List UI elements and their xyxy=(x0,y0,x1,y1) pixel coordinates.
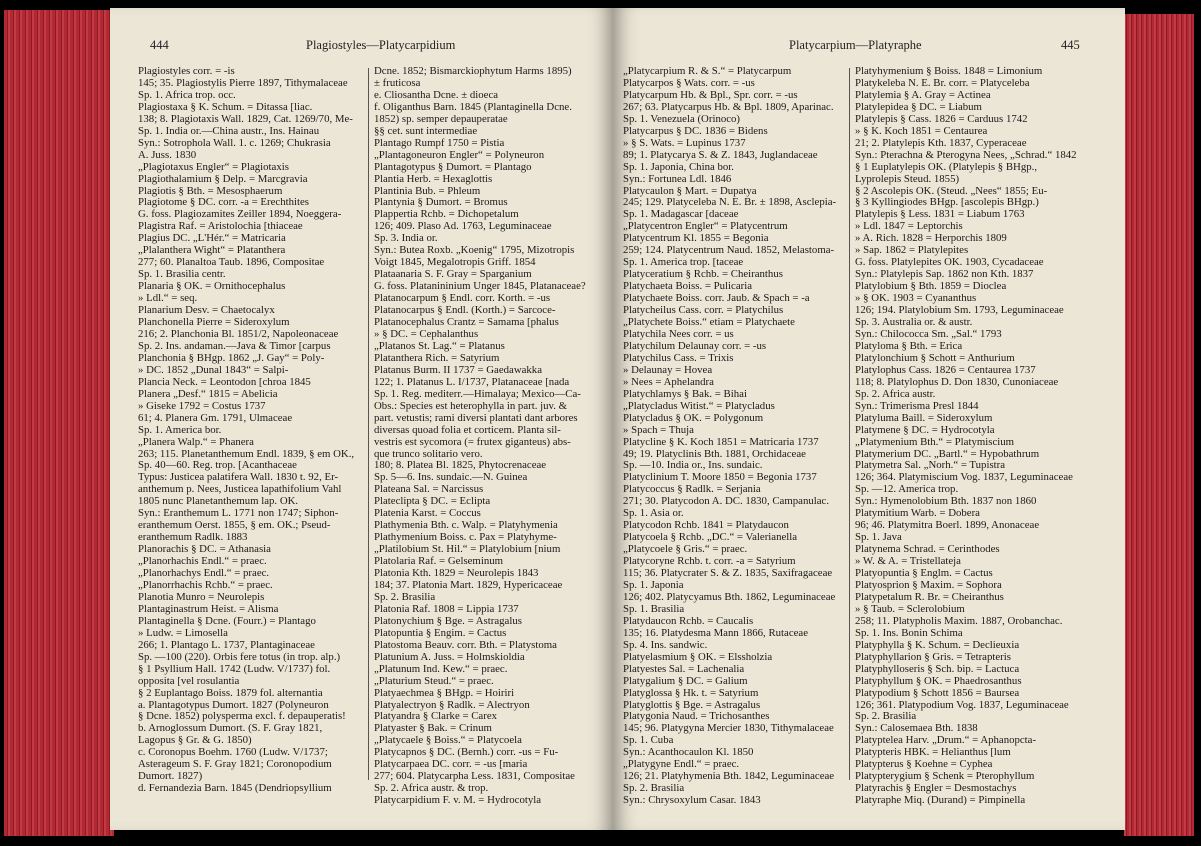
entry-line: Platycarpum Hb. & Bpl., Spr. corr. = -us xyxy=(623,89,798,101)
entry-line: d. Fernandezia Barn. 1845 (Dendriopsyllium xyxy=(138,783,332,795)
entry-line: Sp. 1. Venezuela (Orinoco) xyxy=(623,113,741,125)
entry-line: Sp. —10. India or., Ins. sundaic. xyxy=(623,460,763,472)
running-head: Platycarpium—Platyraphe xyxy=(789,38,922,52)
entry-line: 267; 63. Platycarpus Hb. & Bpl. 1809, Aparinac. xyxy=(623,101,834,113)
entry-line: „Platilobium St. Hil.“ = Platylobium [nium xyxy=(374,544,561,556)
entry-line: Sp. 2. Brasilia xyxy=(855,711,917,723)
entry-line: 145; 96. Platygyna Mercier 1830, Tithymalaceae xyxy=(623,723,834,735)
entry-line: 126; 194. Platylobium Sm. 1793, Leguminaceae xyxy=(855,305,1064,317)
entry-line: § 1 Euplatylepis OK. (Platylepis § BHgp., xyxy=(855,161,1038,173)
entry-line: 89; 1. Platycarya S. & Z. 1843, Juglandaceae xyxy=(623,149,818,161)
entry-line: Plataanaria S. F. Gray = Sparganium xyxy=(374,269,532,281)
entry-line: Platenia Karst. = Coccus xyxy=(374,508,481,520)
entry-line: Platychlamys § Bak. = Bihai xyxy=(623,388,747,400)
entry-line: Platylophus Cass. 1826 = Centaurea 1737 xyxy=(855,364,1036,376)
entry-line: Platychilum Delaunay corr. = -us xyxy=(623,340,767,352)
entry-line: Platyphylloseris § Sch. bip. = Lactuca xyxy=(855,663,1020,675)
entry-line: Planaria § OK. = Ornithocephalus xyxy=(138,281,286,293)
entry-line: part. vetustis; rami diversi plantati dant arbores xyxy=(374,412,578,424)
entry-line: Platonia Raf. 1808 = Lippia 1737 xyxy=(374,603,519,615)
entry-line: » W. & A. = Tristellateja xyxy=(855,556,961,568)
entry-line: Sp. —100 (220). Orbis fere totus (in trop. alp.) xyxy=(138,651,341,663)
entry-line: » Ludw. = Limosella xyxy=(138,627,228,639)
entry-line: Platycoela § Rchb. „DC.“ = Valerianella xyxy=(623,532,798,544)
entry-line: » § Taub. = Sclerolobium xyxy=(855,603,965,615)
entry-line: „Platychete Boiss.“ etiam = Platychaete xyxy=(623,317,795,329)
entry-line: Platylepis § Cass. 1826 = Carduus 1742 xyxy=(855,113,1028,125)
entry-line: Syn.: Chilococca Sm. „Sal.“ 1793 xyxy=(855,328,1002,340)
entry-line: » Sap. 1862 = Platylepites xyxy=(855,245,969,257)
entry-line: Sp. 1. Asia or. xyxy=(623,508,684,520)
entry-line: 259; 124. Platycentrum Naud. 1852, Melastoma- xyxy=(623,245,835,257)
entry-line: que trunco solitario vero. xyxy=(374,448,483,460)
entry-line: Syn.: Sotrophola Wall. 1. c. 1269; Chukrasia xyxy=(138,137,331,149)
entry-line: Platymerium DC. „Bartl.“ = Hypobathrum xyxy=(855,448,1040,460)
entry-line: Platypterus § Koehne = Cyphea xyxy=(855,759,993,771)
entry-line: Platycarpus § DC. 1836 = Bidens xyxy=(623,125,768,137)
entry-line: §§ cet. sunt intermediae xyxy=(374,125,478,137)
entry-line: „Platycaele § Boiss.“ = Platycoela xyxy=(374,735,522,747)
entry-line: Platyosprion § Maxim. = Sophora xyxy=(855,579,1002,591)
entry-line: b. Arnoglossum Dumort. (S. F. Gray 1821, xyxy=(138,723,323,735)
column-rule xyxy=(368,68,369,780)
entry-line: Platylepidea § DC. = Liabum xyxy=(855,101,982,113)
entry-line: 271; 30. Platycodon A. DC. 1830, Campanulac. xyxy=(623,496,830,508)
entry-line: Platanthera Rich. = Satyrium xyxy=(374,352,500,364)
entry-line: Platyopuntia § Englm. = Cactus xyxy=(855,568,993,580)
entry-line: Platymene § DC. = Hydrocotyla xyxy=(855,424,995,436)
entry-line: Platypodium § Schott 1856 = Baursea xyxy=(855,687,1020,699)
entry-line: Syn.: Hymenolobium Bth. 1837 non 1860 xyxy=(855,496,1037,508)
entry-line: Platycodon Rchb. 1841 = Platydaucon xyxy=(623,520,789,532)
entry-line: » § S. Wats. = Lupinus 1737 xyxy=(623,137,746,149)
entry-line: Sp. 2. Africa austr. xyxy=(855,388,936,400)
entry-line: Planarium Desv. = Chaetocalyx xyxy=(138,305,275,317)
entry-line: Asterageum S. F. Gray 1821; Coronopodium xyxy=(138,759,332,771)
entry-line: Platyaechmea § BHgp. = Hoiriri xyxy=(374,687,515,699)
entry-line: Platopuntia § Engim. = Cactus xyxy=(374,627,507,639)
entry-line: 266; 1. Plantago L. 1737, Plantaginaceae xyxy=(138,639,315,651)
entry-line: Platyclinium T. Moore 1850 = Begonia 1737 xyxy=(623,472,817,484)
entry-line: Syn.: Calosemaea Bth. 1838 xyxy=(855,723,978,735)
entry-line: Syn.: Pterachna & Pterogyna Nees, „Schrad.“ 1842 xyxy=(855,149,1077,161)
entry-line: Platycladus § OK. = Polygonum xyxy=(623,412,764,424)
entry-line: Plateclipta § DC. = Eclipta xyxy=(374,496,491,508)
entry-line: Typus: Justicea palatifera Wall. 1830 t. 92, Er- xyxy=(138,472,339,484)
entry-line: Platycaulon § Mart. = Dupatya xyxy=(623,185,757,197)
entry-line: Platydaucon Rchb. = Caucalis xyxy=(623,615,754,627)
page-edges-left xyxy=(4,10,114,836)
entry-line: „Platanos St. Lag.“ = Platanus xyxy=(374,340,505,352)
entry-line: Sp. 1. Ins. Bonin Schima xyxy=(855,627,963,639)
entry-line: 118; 8. Platylophus D. Don 1830, Cunoniaceae xyxy=(855,376,1059,388)
entry-line: Platycarpidium F. v. M. = Hydrocotyla xyxy=(374,795,542,807)
entry-line: Platyraphe Miq. (Durand) = Pimpinella xyxy=(855,795,1026,807)
entry-line: » § K. Koch 1851 = Centaurea xyxy=(855,125,988,137)
entry-line: 122; 1. Platanus L. I/1737, Platanaceae [nada xyxy=(374,376,570,388)
entry-line: 115; 36. Platycrater S. & Z. 1835, Saxifragaceae xyxy=(623,568,833,580)
entry-line: Platyphylla § K. Schum. = Declieuxia xyxy=(855,639,1020,651)
entry-line: Platygonia Naud. = Trichosanthes xyxy=(623,711,770,723)
entry-line: 49; 19. Platyclinis Bth. 1881, Orchidaceae xyxy=(623,448,806,460)
entry-line: Sp. 1. Madagascar [daceae xyxy=(623,209,739,221)
entry-line: Platylobium § Bth. 1859 = Dioclea xyxy=(855,281,1007,293)
entry-line: Platychaeta Boiss. = Pulicaria xyxy=(623,281,753,293)
entry-line: Plagiotome § DC. corr. -a = Erechthites xyxy=(138,197,309,209)
entry-line: » A. Rich. 1828 = Herporchis 1809 xyxy=(855,233,1007,245)
entry-line: G. foss. Platanininium Unger 1845, Platanaceae? xyxy=(374,281,586,293)
entry-line: 21; 2. Platylepis Kth. 1837, Cyperaceae xyxy=(855,137,1027,149)
entry-line: Syn.: Acanthocaulon Kl. 1850 xyxy=(623,747,754,759)
entry-line: Plantynia § Dumort. = Bromus xyxy=(374,197,508,209)
entry-line: Plantaginastrum Heist. = Alisma xyxy=(138,603,279,615)
entry-line: Platyceratium § Rchb. = Cheiranthus xyxy=(623,269,783,281)
entry-line: 1805 nunc Planetanthemum lap. OK. xyxy=(138,496,299,508)
entry-line: Platypterygium § Schenk = Pterophyllum xyxy=(855,771,1035,783)
entry-line: » Giseke 1792 = Costus 1737 xyxy=(138,400,266,412)
entry-line: » Delaunay = Hovea xyxy=(623,364,713,376)
entry-line: Platyalectryon § Radlk. = Alectryon xyxy=(374,699,530,711)
entry-line: Syn.: Fortunea Ldl. 1846 xyxy=(623,173,732,185)
entry-line: Platylepis § Less. 1831 = Liabum 1763 xyxy=(855,209,1025,221)
entry-line: Sp. 1. Cuba xyxy=(623,735,674,747)
entry-line: Platymitium Warb. = Dobera xyxy=(855,508,980,520)
entry-line: Syn.: Trimerisma Presl 1844 xyxy=(855,400,979,412)
entry-line: Platyrachis § Engler = Desmostachys xyxy=(855,783,1017,795)
entry-line: » § DC. = Cephalanthus xyxy=(374,328,479,340)
entry-line: 277; 604. Platycarpha Less. 1831, Compositae xyxy=(374,771,575,783)
entry-line: Sp. 1. India or.—China austr., Ins. Hainau xyxy=(138,125,320,137)
entry-line: Plagiostyles corr. = -is xyxy=(138,66,235,77)
entry-line: Lyprolepis Steud. 1855) xyxy=(855,173,960,185)
entry-line: opposita [vel rosulantia xyxy=(138,675,240,687)
entry-line: Sp. 1. Reg. mediterr.—Himalaya; Mexico—Ca- xyxy=(374,388,581,400)
entry-line: » Ldl. 1847 = Leptorchis xyxy=(855,221,963,233)
entry-line: 145; 35. Plagiostylis Pierre 1897, Tithymalaceae xyxy=(138,77,348,89)
page-number: 444 xyxy=(150,38,169,52)
entry-line: c. Coronopus Boehm. 1760 (Ludw. V/1737; xyxy=(138,747,328,759)
entry-line: „Planorhachys Endl.“ = praec. xyxy=(138,568,270,580)
entry-line: Platanocephalus Crantz = Samama [phalus xyxy=(374,317,559,329)
entry-line: Obs.: Species est heterophylla in part. juv. & xyxy=(374,400,568,412)
entry-line: Platyhymenium § Boiss. 1848 = Limonium xyxy=(855,66,1043,77)
entry-line: „Planorhachis Endl.“ = praec. xyxy=(138,556,267,568)
entry-line: 184; 37. Platonia Mart. 1829, Hypericaceae xyxy=(374,579,563,591)
entry-line: Plagiotis § Bth. = Mesosphaerum xyxy=(138,185,283,197)
entry-line: Platycarpos § Wats. corr. = -us xyxy=(623,77,755,89)
entry-line: Platyaster § Bak. = Crinum xyxy=(374,723,492,735)
entry-line: Platycline § K. Koch 1851 = Matricaria 1737 xyxy=(623,436,819,448)
entry-line: „Plagiotaxus Engler“ = Plagiotaxis xyxy=(138,161,289,173)
entry-line: 126; 409. Plaso Ad. 1763, Leguminaceae xyxy=(374,221,552,233)
entry-line: Planera „Desf.“ 1815 = Abelicia xyxy=(138,388,278,400)
entry-line: 245; 129. Platyceleba N. E. Br. ± 1898, Asclepia- xyxy=(623,197,837,209)
entry-line: „Platygyne Endl.“ = praec. xyxy=(623,759,740,771)
entry-line: » Ldl.“ = seq. xyxy=(138,293,198,305)
entry-line: Platycapnos § DC. (Bernh.) corr. -us = Fu- xyxy=(374,747,559,759)
entry-line: Sp. 1. America trop. [taceae xyxy=(623,257,744,269)
entry-line: Platychila Nees corr. = us xyxy=(623,328,734,340)
entry-line: Sp. 1. Japonia xyxy=(623,579,684,591)
entry-line: 180; 8. Platea Bl. 1825, Phytocrenaceae xyxy=(374,460,547,472)
entry-line: Planotia Munro = Neurolepis xyxy=(138,591,265,603)
entry-line: Sp. 2. Brasilia xyxy=(374,591,436,603)
right-page xyxy=(613,8,1125,830)
entry-line: Platycheilus Cass. corr. = Platychilus xyxy=(623,305,784,317)
entry-line: » Spach = Thuja xyxy=(623,424,694,436)
entry-line: Platycentrum Kl. 1855 = Begonia xyxy=(623,233,769,245)
entry-line: Platostoma Beauv. corr. Bth. = Platystoma xyxy=(374,639,557,651)
entry-line: Platypetalum R. Br. = Cheiranthus xyxy=(855,591,1004,603)
entry-line: Sp. 2. Ins. andaman.—Java & Timor [carpus xyxy=(138,340,331,352)
entry-line: Syn.: Chrysoxylum Casar. 1843 xyxy=(623,795,761,807)
entry-line: Dumort. 1827) xyxy=(138,771,203,783)
entry-line: Platyandra § Clarke = Carex xyxy=(374,711,498,723)
entry-line: § 2 Ascolepis OK. (Steud. „Nees“ 1855; Eu- xyxy=(855,185,1048,197)
running-head: Plagiostyles—Platycarpidium xyxy=(306,38,456,52)
entry-line: 135; 16. Platydesma Mann 1866, Rutaceae xyxy=(623,627,809,639)
entry-line: » Nees = Aphelandra xyxy=(623,376,714,388)
entry-line: 277; 60. Planaltoa Taub. 1896, Compositae xyxy=(138,257,325,269)
entry-line: 126; 364. Platymiscium Vog. 1837, Leguminaceae xyxy=(855,472,1073,484)
entry-line: Syn.: Eranthemum L. 1771 non 1747; Siphon- xyxy=(138,508,339,520)
entry-line: Platyglottis § Bge. = Astragalus xyxy=(623,699,761,711)
entry-line: Plantia Herb. = Hexaglottis xyxy=(374,173,493,185)
text-column xyxy=(623,66,845,807)
entry-line: diversas quoad folia et corticem. Planta sil- xyxy=(374,424,561,436)
entry-line: Platanocarpum § Endl. corr. Korth. = -us xyxy=(374,293,551,305)
entry-line: Sp. 1. Brasilia centr. xyxy=(138,269,226,281)
entry-line: Platolaria Raf. = Gelseminum xyxy=(374,556,504,568)
entry-line: Planchonia § BHgp. 1862 „J. Gay“ = Poly- xyxy=(138,352,325,364)
entry-line: Platychaete Boiss. corr. Jaub. & Spach = -a xyxy=(623,293,810,305)
column-rule xyxy=(849,68,850,780)
entry-line: Platygalium § DC. = Galium xyxy=(623,675,748,687)
entry-line: „Planera Walp.“ = Phanera xyxy=(138,436,254,448)
entry-line: a. Plantagotypus Dumort. 1827 (Polyneuron xyxy=(138,699,329,711)
entry-line: Sp. 3. Australia or. & austr. xyxy=(855,317,973,329)
entry-line: § 1 Psyllium Hall. 1742 (Ludw. V/1737) fol. xyxy=(138,663,331,675)
entry-line: anthemum p. Nees, Justicea lapathifolium Vahl xyxy=(138,484,342,496)
entry-line: f. Oliganthus Barn. 1845 (Plantaginella Dcne. xyxy=(374,101,572,113)
entry-line: „Platunum Ind. Kew.“ = praec. xyxy=(374,663,508,675)
entry-line: „Plalanthera Wight“ = Platanthera xyxy=(138,245,286,257)
entry-line: Platyptelea Harv. „Drum.“ = Aphanopcta- xyxy=(855,735,1037,747)
entry-line: Lagopus § Gr. & G. 1850) xyxy=(138,735,252,747)
entry-line: Plagius DC. „L'Hér.“ = Matricaria xyxy=(138,233,286,245)
entry-line: Platyglossa § Hk. t. = Satyrium xyxy=(623,687,759,699)
text-column xyxy=(138,66,360,795)
entry-line: „Planorrhachis Rchb.“ = praec. xyxy=(138,579,273,591)
entry-line: eranthemum Radlk. 1883 xyxy=(138,532,248,544)
entry-line: Sp. 1. Africa trop. occ. xyxy=(138,89,236,101)
entry-line: 138; 8. Plagiotaxis Wall. 1829, Cat. 1269/70, Me- xyxy=(138,113,353,125)
entry-line: Sp. 2. Africa austr. & trop. xyxy=(374,783,489,795)
entry-line: Platonychium § Bge. = Astragalus xyxy=(374,615,522,627)
entry-line: Platychilus Cass. = Trixis xyxy=(623,352,734,364)
entry-line: Platyphyllarion § Gris. = Tetrapteris xyxy=(855,651,1011,663)
entry-line: A. Juss. 1830 xyxy=(138,149,197,161)
entry-line: Plagistra Raf. = Aristolochia [thiaceae xyxy=(138,221,303,233)
entry-line: Platyestes Sal. = Lachenalia xyxy=(623,663,745,675)
entry-line: Plantinia Bub. = Phleum xyxy=(374,185,481,197)
text-column xyxy=(855,66,1077,807)
entry-line: Plantago Rumpf 1750 = Pistia xyxy=(374,137,505,149)
entry-line: Sp. 1. America bor. xyxy=(138,424,222,436)
entry-line: 258; 11. Platypholis Maxim. 1887, Orobanchac. xyxy=(855,615,1063,627)
entry-line: Sp. 2. Brasilia xyxy=(623,783,685,795)
entry-line: Sp. 1. Japonia, China bor. xyxy=(623,161,734,173)
entry-line: „Platurium Steud.“ = praec. xyxy=(374,675,494,687)
entry-line: „Platycladus Witist.“ = Platycladus xyxy=(623,400,775,412)
entry-line: Platyloma § Bth. = Erica xyxy=(855,340,963,352)
entry-line: Platyphyllum § OK. = Phaedrosanthus xyxy=(855,675,1022,687)
entry-line: 61; 4. Planera Gm. 1791, Ulmaceae xyxy=(138,412,293,424)
entry-line: G. foss. Platylepites OK. 1903, Cycadaceae xyxy=(855,257,1044,269)
entry-line: Platymetra Sal. „Norh.“ = Tupistra xyxy=(855,460,1006,472)
entry-line: § 2 Euplantago Boiss. 1879 fol. alternantia xyxy=(138,687,323,699)
entry-line: Plagiothalamium § Delp. = Marcgravia xyxy=(138,173,308,185)
entry-line: Platunium A. Juss. = Holmskioldia xyxy=(374,651,525,663)
entry-line: Plathymenia Bth. c. Walp. = Platyhymenia xyxy=(374,520,558,532)
entry-line: Platycarpaea DC. corr. = -us [maria xyxy=(374,759,528,771)
entry-line: Platonia Kth. 1829 = Neurolepis 1843 xyxy=(374,568,539,580)
entry-line: Sp. 5—6. Ins. sundaic.—N. Guinea xyxy=(374,472,528,484)
entry-line: § Dcne. 1852) polysperma excl. f. depauperatis! xyxy=(138,711,346,723)
entry-line: » DC. 1852 „Dunal 1843“ = Salpi- xyxy=(138,364,289,376)
entry-line: Platyelasmium § OK. = Elssholzia xyxy=(623,651,773,663)
entry-line: Plateana Sal. = Narcissus xyxy=(374,484,484,496)
entry-line: Plantaginella § Dcne. (Fourr.) = Plantago xyxy=(138,615,316,627)
entry-line: Platycoccus § Radlk. = Serjania xyxy=(623,484,761,496)
entry-line: Plantagotypus § Dumort. = Plantago xyxy=(374,161,532,173)
entry-line: Dcne. 1852; Bismarckiophytum Harms 1895) xyxy=(374,66,572,77)
entry-line: Plagiostaxa § K. Schum. = Ditassa [liac. xyxy=(138,101,313,113)
text-column xyxy=(374,66,596,807)
entry-line: 263; 115. Planetanthemum Endl. 1839, § em OK., xyxy=(138,448,355,460)
entry-line: Platylemia § A. Gray = Actinea xyxy=(855,89,991,101)
entry-line: Plathymenium Boiss. c. Pax = Platyhyme- xyxy=(374,532,557,544)
entry-line: „Plantagoneuron Engler“ = Polyneuron xyxy=(374,149,545,161)
entry-line: Sp. 4. Ins. sandwic. xyxy=(623,639,708,651)
entry-line: G. foss. Plagiozamites Zeiller 1894, Noeggera- xyxy=(138,209,342,221)
entry-line: eranthemum Oerst. 1855, § em. OK.; Pseud- xyxy=(138,520,331,532)
entry-line: 126; 21. Platyhymenia Bth. 1842, Leguminaceae xyxy=(623,771,835,783)
entry-line: Sp. 1. Brasilia xyxy=(623,603,685,615)
entry-line: Platylonchium § Schott = Anthurium xyxy=(855,352,1015,364)
entry-line: „Platycoele § Gris.“ = praec. xyxy=(623,544,748,556)
entry-line: Voigt 1845, Megalotropis Griff. 1854 xyxy=(374,257,536,269)
entry-line: 126; 361. Platypodium Vog. 1837, Leguminaceae xyxy=(855,699,1069,711)
entry-line: Syn.: Platylepis Sap. 1862 non Kth. 1837 xyxy=(855,269,1034,281)
entry-line: § 3 Kyllingiodes BHgp. [ascolepis BHgp.) xyxy=(855,197,1039,209)
entry-line: Platyluma Baill. = Sideroxylum xyxy=(855,412,993,424)
entry-line: Platycoryne Rchb. t. corr. -a = Satyrium xyxy=(623,556,796,568)
entry-line: Platykeleba N. E. Br. corr. = Platyceleba xyxy=(855,77,1030,89)
entry-line: Planorachis § DC. = Athanasia xyxy=(138,544,271,556)
entry-line: 1852) sp. semper depauperatae xyxy=(374,113,508,125)
entry-line: Plappertia Rchb. = Dichopetalum xyxy=(374,209,519,221)
entry-line: „Platymenium Bth.“ = Platymiscium xyxy=(855,436,1015,448)
page-number: 445 xyxy=(1061,38,1080,52)
entry-line: Platanus Burm. II 1737 = Gaedawakka xyxy=(374,364,543,376)
entry-line: 96; 46. Platymitra Boerl. 1899, Anonaceae xyxy=(855,520,1040,532)
entry-line: „Platycarpium R. & S.“ = Platycarpum xyxy=(623,66,792,77)
entry-line: Sp. —12. America trop. xyxy=(855,484,959,496)
entry-line: Planchonella Pierre = Sideroxylum xyxy=(138,317,290,329)
entry-line: Platynema Schrad. = Cerinthodes xyxy=(855,544,1000,556)
entry-line: Sp. 40—60. Reg. trop. [Acanthaceae xyxy=(138,460,297,472)
entry-line: Platypteris HBK. = Helianthus [lum xyxy=(855,747,1011,759)
entry-line: Platanocarpus § Endl. (Korth.) = Sarcoce- xyxy=(374,305,556,317)
entry-line: „Platycentron Engler“ = Platycentrum xyxy=(623,221,788,233)
entry-line: 126; 402. Platycyamus Bth. 1862, Leguminaceae xyxy=(623,591,836,603)
entry-line: Sp. 1. Java xyxy=(855,532,902,544)
entry-line: 216; 2. Planchonia Bl. 1851/2, Napoleonaceae xyxy=(138,328,339,340)
entry-line: » § OK. 1903 = Cyananthus xyxy=(855,293,977,305)
entry-line: e. Cliosantha Dcne. ± dioeca xyxy=(374,89,499,101)
entry-line: Plancia Neck. = Leontodon [chroa 1845 xyxy=(138,376,311,388)
entry-line: vestris est sycomora (= frutex giganteus) abs- xyxy=(374,436,571,448)
entry-line: Syn.: Butea Roxb. „Koenig“ 1795, Mizotropis xyxy=(374,245,575,257)
entry-line: Sp. 3. India or. xyxy=(374,233,438,245)
page-edges-right xyxy=(1124,14,1194,836)
entry-line: ± fruticosa xyxy=(374,77,421,89)
left-page xyxy=(110,8,613,830)
